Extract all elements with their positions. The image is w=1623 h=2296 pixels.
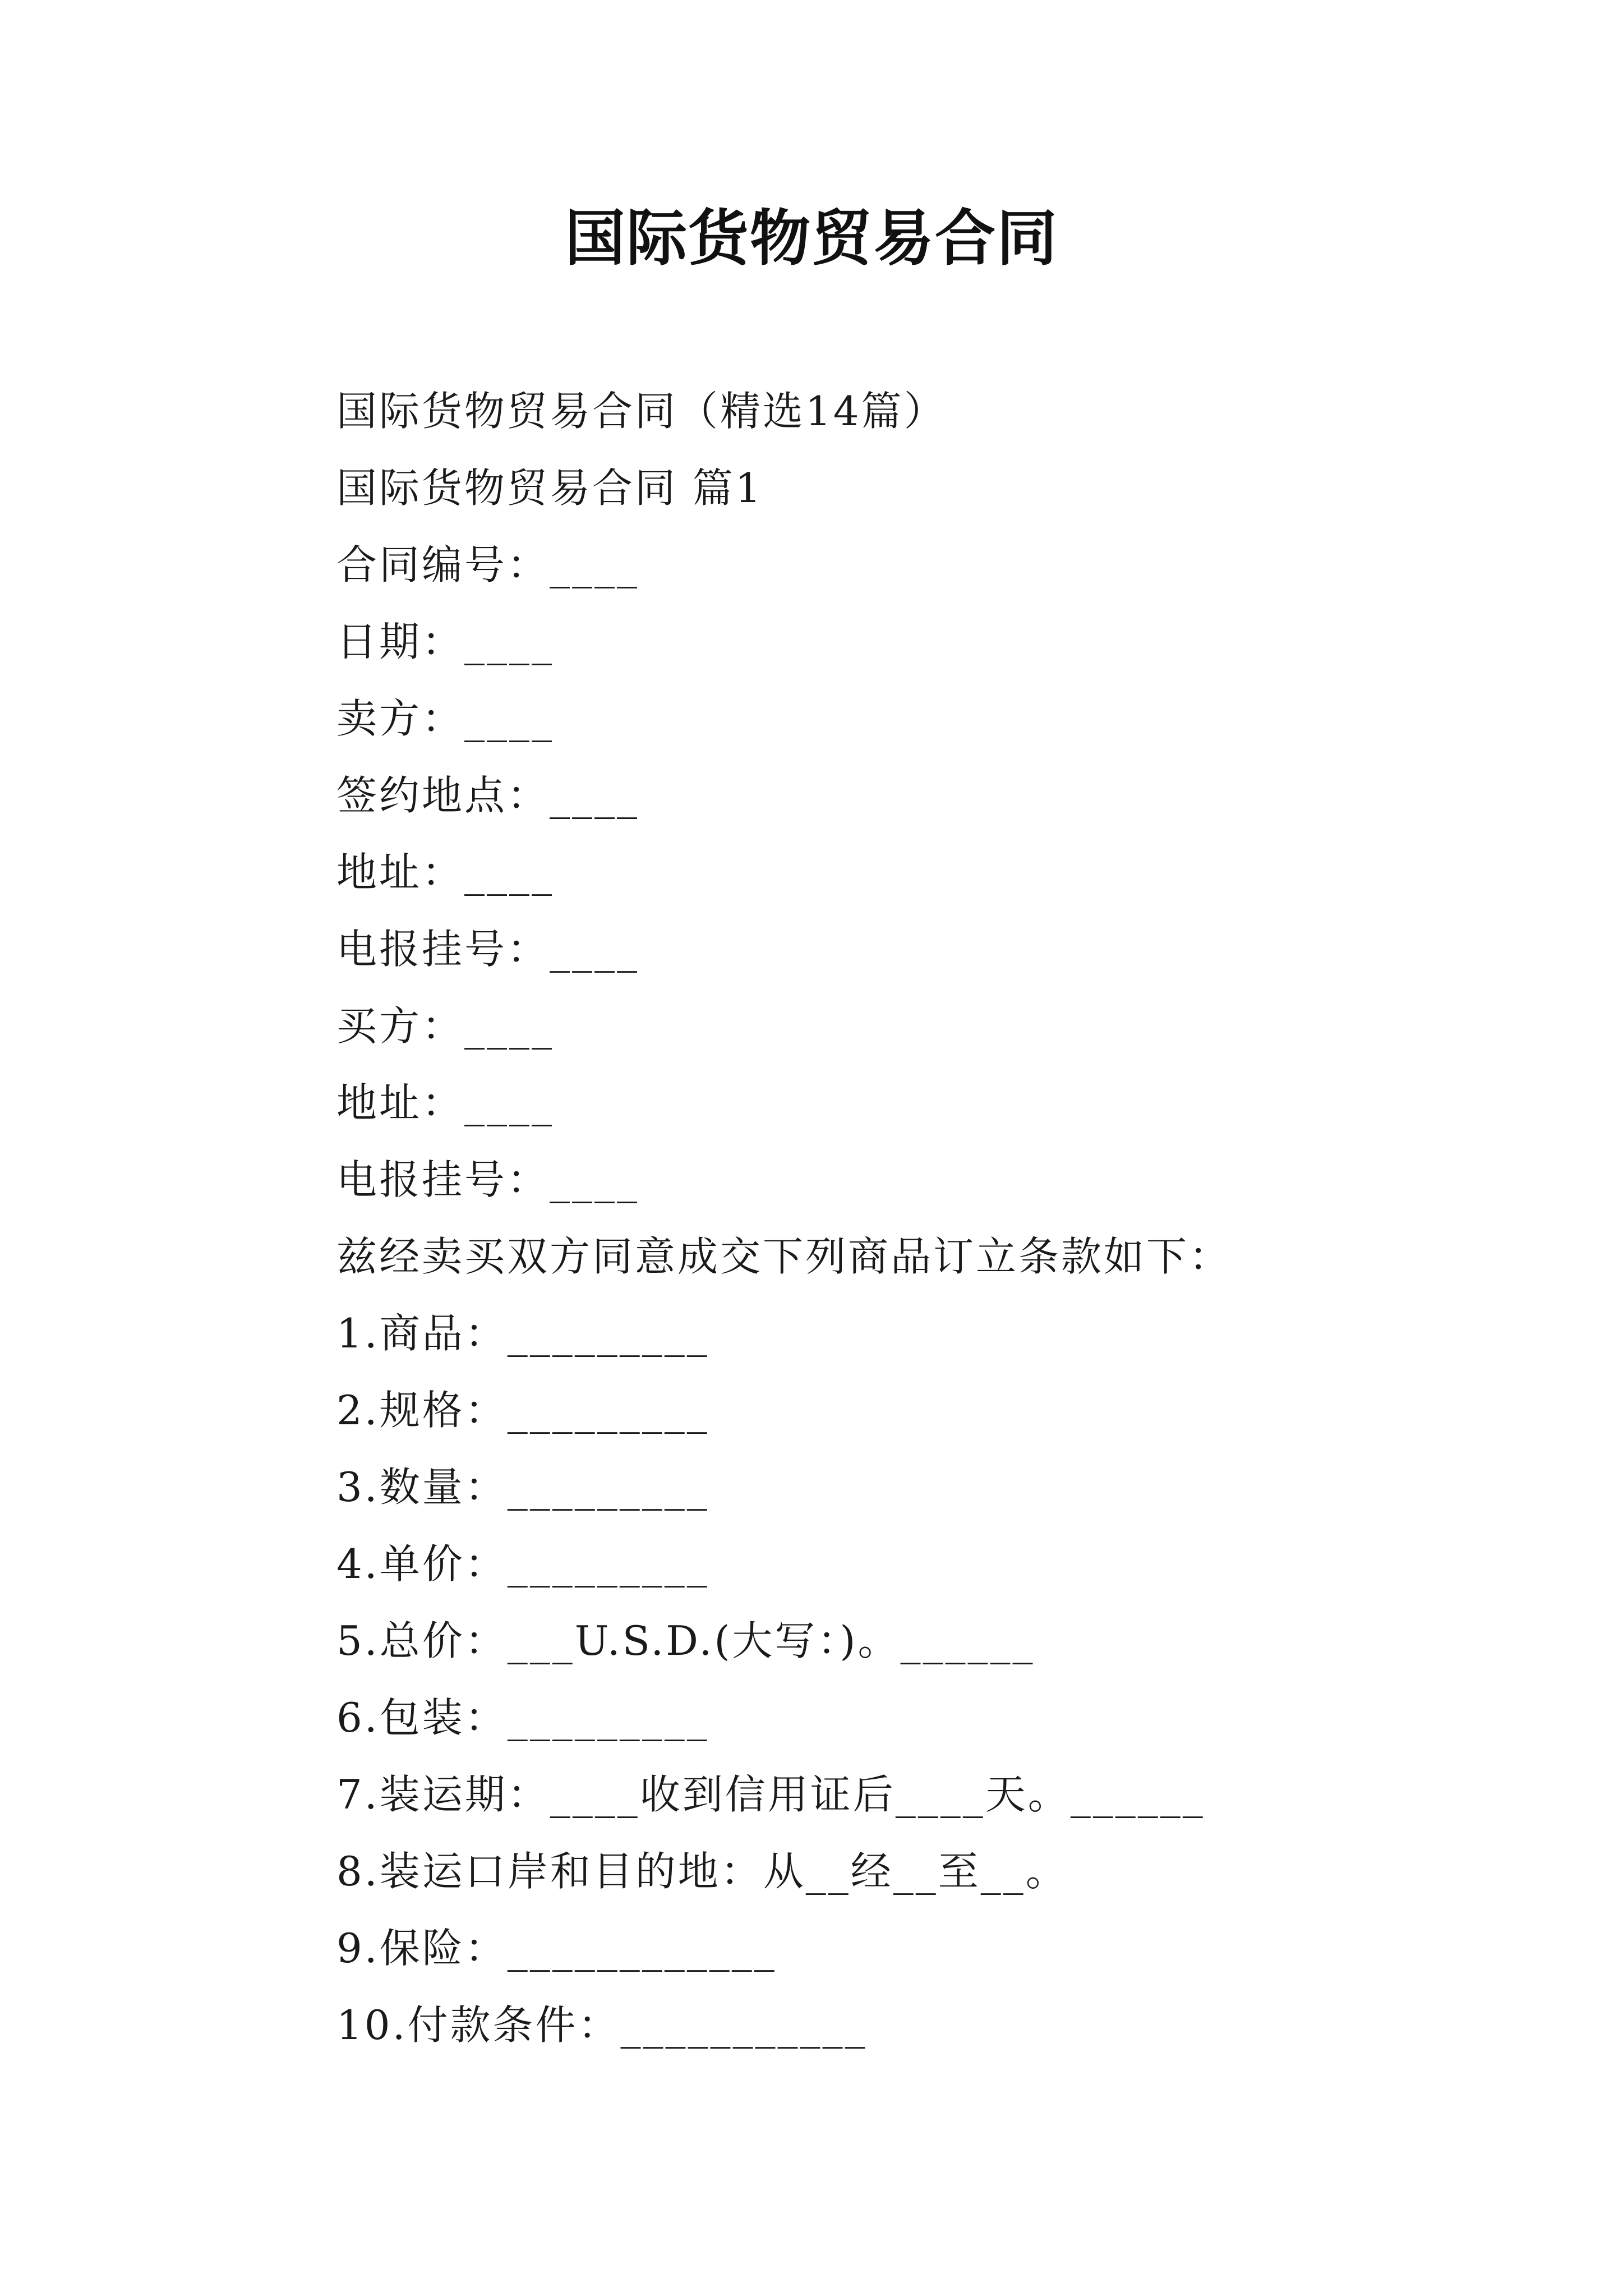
clause-quantity: 3.数量：_________ [336,1464,709,1511]
agreement-intro-line: 兹经卖买双方同意成交下列商品订立条款如下： [336,1233,1232,1280]
clause-packing: 6.包装：_________ [336,1694,709,1741]
buyer-address-line: 地址：____ [336,1079,555,1126]
date-line: 日期：____ [336,618,555,665]
doc-subtitle: 国际货物贸易合同（精选14篇） [336,388,947,435]
clause-shipment-period: 7.装运期：____收到信用证后____天。______ [336,1771,1205,1818]
clause-insurance: 9.保险：____________ [336,1925,777,1972]
clause-total-price: 5.总价：___U.S.D.(大写：)。______ [336,1617,1035,1664]
clause-port-destination: 8.装运口岸和目的地：从__经__至__。 [336,1848,1068,1895]
contract-number-line: 合同编号：____ [336,541,640,588]
document-body [336,373,1458,2064]
seller-line: 卖方：____ [336,695,555,742]
seller-address-line: 地址：____ [336,849,555,896]
buyer-cable-line: 电报挂号：____ [336,1156,640,1203]
buyer-line: 买方：____ [336,1002,555,1050]
doc-section-heading: 国际货物贸易合同 篇1 [336,464,763,512]
clause-payment-terms: 10.付款条件：___________ [336,2001,868,2049]
clause-specification: 2.规格：_________ [336,1387,709,1434]
document-title: 国际货物贸易合同 [564,203,1058,274]
clause-commodity: 1.商品：_________ [336,1310,709,1357]
signing-place-line: 签约地点：____ [336,772,640,819]
clause-unit-price: 4.单价：_________ [336,1540,709,1588]
seller-cable-line: 电报挂号：____ [336,926,640,973]
